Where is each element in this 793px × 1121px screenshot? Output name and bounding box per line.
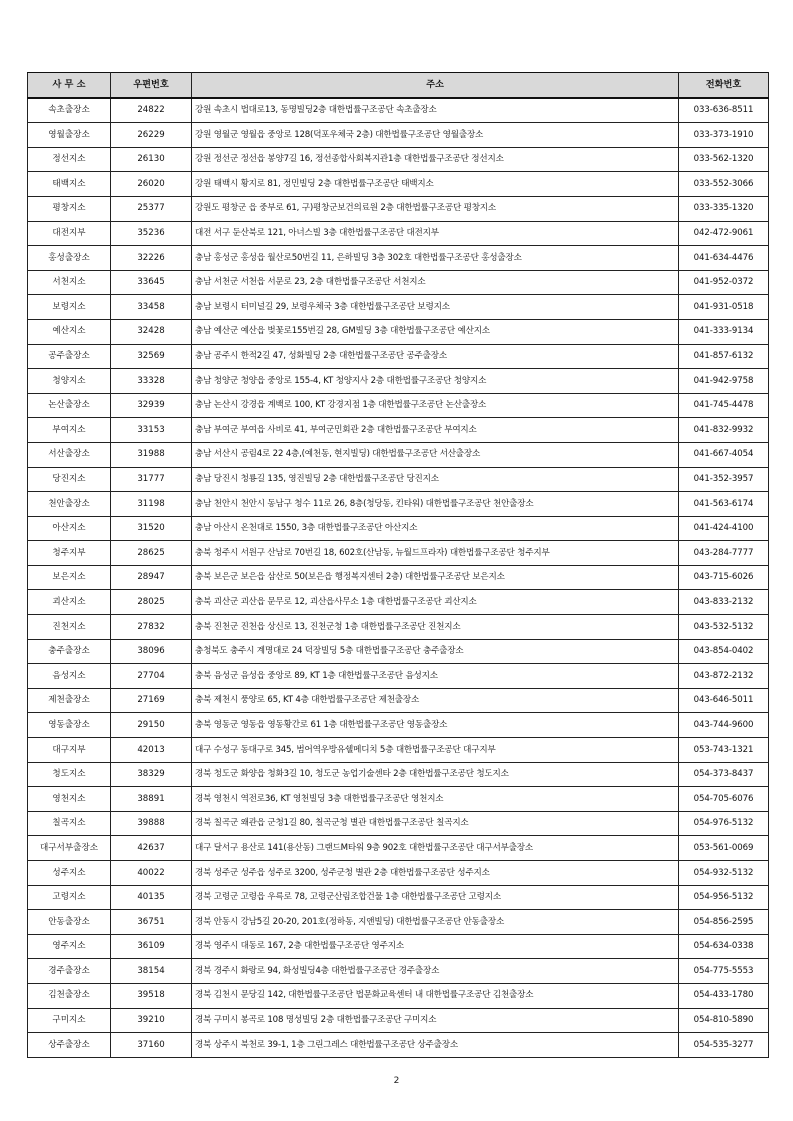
addr-cell: 대구 달서구 용산로 141(용산동) 그랜드M타워 9층 902호 대한법률구조공단 대구서부출장소 xyxy=(192,836,679,861)
zip-code-cell: 32569 xyxy=(111,344,192,369)
addr-cell: 경북 구미시 봉곡로 108 명성빌딩 2층 대한법률구조공단 구미지소 xyxy=(192,1008,679,1033)
table-row xyxy=(28,861,769,886)
phone-number-cell: 033-335-1320 xyxy=(679,196,769,221)
addr-cell: 충북 진천군 진천읍 상신로 13, 진천군청 1층 대한법률구조공단 진천지소 xyxy=(192,615,679,640)
addr-cell: 충남 예산군 예산읍 벚꽃로155번길 28, GM빌딩 3층 대한법률구조공단 예산지소 xyxy=(192,319,679,344)
zip-code-cell: 28625 xyxy=(111,541,192,566)
phone-number-cell: 043-646-5011 xyxy=(679,688,769,713)
zip-code-cell: 33328 xyxy=(111,369,192,394)
zip-code-cell: 31988 xyxy=(111,442,192,467)
phone-number-cell: 043-532-5132 xyxy=(679,615,769,640)
addr-cell: 충남 당진시 청룡길 135, 영진빌딩 2층 대한법률구조공단 당진지소 xyxy=(192,467,679,492)
phone-number-cell: 041-832-9932 xyxy=(679,418,769,443)
addr-cell: 경북 안동시 강남5길 20-20, 201호(정하동, 지앤빌딩) 대한법률구조공단 안동출장소 xyxy=(192,910,679,935)
table-row xyxy=(28,934,769,959)
zip-code-cell: 32428 xyxy=(111,319,192,344)
office-name-cell: 영주지소 xyxy=(28,934,111,959)
phone-number-cell: 041-563-6174 xyxy=(679,492,769,517)
phone-number-cell: 041-857-6132 xyxy=(679,344,769,369)
addr-cell: 충북 영동군 영동읍 영동황간로 61 1층 대한법률구조공단 영동출장소 xyxy=(192,713,679,738)
phone-number-cell: 054-932-5132 xyxy=(679,861,769,886)
addr-cell: 강원 속초시 법대로13, 동명빌딩2층 대한법률구조공단 속초출장소 xyxy=(192,98,679,123)
phone-number-cell: 041-667-4054 xyxy=(679,442,769,467)
zip-code-cell: 31198 xyxy=(111,492,192,517)
phone-number-cell: 054-373-8437 xyxy=(679,762,769,787)
zip-code-cell: 35236 xyxy=(111,221,192,246)
phone-number-cell: 043-715-6026 xyxy=(679,565,769,590)
office-name-cell: 천안출장소 xyxy=(28,492,111,517)
zip-code-cell: 26130 xyxy=(111,147,192,172)
addr-cell: 경북 상주시 북천로 39-1, 1층 그린그레스 대한법률구조공단 상주출장소 xyxy=(192,1033,679,1058)
table-row xyxy=(28,762,769,787)
office-name-cell: 정선지소 xyxy=(28,147,111,172)
office-name-cell: 대구지부 xyxy=(28,738,111,763)
phone-number-cell: 054-976-5132 xyxy=(679,811,769,836)
table-row xyxy=(28,98,769,123)
addr-cell: 충남 공주시 한적2길 47, 성화빌딩 2층 대한법률구조공단 공주출장소 xyxy=(192,344,679,369)
zip-code-cell: 31520 xyxy=(111,516,192,541)
office-name-cell: 서천지소 xyxy=(28,270,111,295)
phone-number-cell: 054-810-5890 xyxy=(679,1008,769,1033)
office-name-cell: 보령지소 xyxy=(28,295,111,320)
addr-cell: 충남 논산시 강경읍 계백로 100, KT 강경지점 1층 대한법률구조공단 논산출장소 xyxy=(192,393,679,418)
addr-cell: 경북 경주시 화랑로 94, 화성빌딩4층 대한법률구조공단 경주출장소 xyxy=(192,959,679,984)
addr-cell: 대전 서구 둔산북로 121, 아너스빌 3층 대한법률구조공단 대전지부 xyxy=(192,221,679,246)
addr-cell: 충북 음성군 음성읍 중앙로 89, KT 1층 대한법률구조공단 음성지소 xyxy=(192,664,679,689)
phone-number-cell: 041-942-9758 xyxy=(679,369,769,394)
phone-number-cell: 054-705-6076 xyxy=(679,787,769,812)
office-name-cell: 청주지부 xyxy=(28,541,111,566)
addr-cell: 경북 성주군 성주읍 성주로 3200, 성주군청 별관 2층 대한법률구조공단 성주지소 xyxy=(192,861,679,886)
phone-number-cell: 043-854-0402 xyxy=(679,639,769,664)
phone-number-cell: 053-561-0069 xyxy=(679,836,769,861)
zip-code-cell: 27169 xyxy=(111,688,192,713)
phone-number-cell: 043-744-9600 xyxy=(679,713,769,738)
addr-cell: 대구 수성구 동대구로 345, 범어역우방유쉘메디치 5층 대한법률구조공단 대구지부 xyxy=(192,738,679,763)
zip-code-cell: 38096 xyxy=(111,639,192,664)
table-row xyxy=(28,688,769,713)
office-name-cell: 홍성출장소 xyxy=(28,246,111,271)
table-row xyxy=(28,196,769,221)
phone-number-cell: 043-833-2132 xyxy=(679,590,769,615)
zip-code-cell: 24822 xyxy=(111,98,192,123)
office-name-cell: 평창지소 xyxy=(28,196,111,221)
addr-cell: 강원 영월군 영월읍 중앙로 128(덕포우체국 2층) 대한법률구조공단 영월출장소 xyxy=(192,123,679,148)
table-row xyxy=(28,983,769,1008)
zip-code-cell: 28947 xyxy=(111,565,192,590)
addr-cell: 충북 청주시 서원구 산남로 70번길 18, 602호(산남동, 뉴월드프라자) 대한법률구조공단 청주지부 xyxy=(192,541,679,566)
table-row xyxy=(28,910,769,935)
phone-number-cell: 033-562-1320 xyxy=(679,147,769,172)
addr-cell: 충청북도 충주시 계명대로 24 덕장빌딩 5층 대한법률구조공단 충주출장소 xyxy=(192,639,679,664)
zip-code-cell: 38154 xyxy=(111,959,192,984)
phone-number-cell: 043-284-7777 xyxy=(679,541,769,566)
table-row xyxy=(28,1033,769,1058)
office-name-cell: 구미지소 xyxy=(28,1008,111,1033)
zip-code-cell: 39888 xyxy=(111,811,192,836)
table-row xyxy=(28,738,769,763)
table-row xyxy=(28,590,769,615)
addr-cell: 충남 서산시 공림4로 22 4층,(예천동, 현지빌딩) 대한법률구조공단 서산출장소 xyxy=(192,442,679,467)
zip-code-cell: 39210 xyxy=(111,1008,192,1033)
zip-code-cell: 42013 xyxy=(111,738,192,763)
table-row xyxy=(28,516,769,541)
table-row xyxy=(28,442,769,467)
office-name-cell: 영천지소 xyxy=(28,787,111,812)
table-row xyxy=(28,369,769,394)
table-row xyxy=(28,172,769,197)
table-row xyxy=(28,713,769,738)
zip-code-cell: 32939 xyxy=(111,393,192,418)
table-row xyxy=(28,344,769,369)
office-name-cell: 성주지소 xyxy=(28,861,111,886)
zip-code-cell: 32226 xyxy=(111,246,192,271)
zip-code-cell: 36109 xyxy=(111,934,192,959)
addr-cell: 충남 부여군 부여읍 사비로 41, 부여군민회관 2층 대한법률구조공단 부여지소 xyxy=(192,418,679,443)
table-row xyxy=(28,885,769,910)
zip-code-cell: 26229 xyxy=(111,123,192,148)
phone-number-cell: 054-433-1780 xyxy=(679,983,769,1008)
zip-code-cell: 42637 xyxy=(111,836,192,861)
office-name-cell: 괴산지소 xyxy=(28,590,111,615)
addr-cell: 경북 칠곡군 왜관읍 군청1길 80, 칠곡군청 별관 대한법률구조공단 칠곡지소 xyxy=(192,811,679,836)
office-name-cell: 서산출장소 xyxy=(28,442,111,467)
table-row xyxy=(28,811,769,836)
table-row xyxy=(28,787,769,812)
office-name-cell: 아산지소 xyxy=(28,516,111,541)
header-office: 사 무 소 xyxy=(28,73,111,98)
office-name-cell: 경주출장소 xyxy=(28,959,111,984)
addr-cell: 충남 천안시 천안시 동남구 청수 11로 26, 8층(청당동, 킨타워) 대한법률구조공단 천안출장소 xyxy=(192,492,679,517)
zip-code-cell: 38891 xyxy=(111,787,192,812)
office-name-cell: 안동출장소 xyxy=(28,910,111,935)
phone-number-cell: 054-856-2595 xyxy=(679,910,769,935)
phone-number-cell: 041-424-4100 xyxy=(679,516,769,541)
zip-code-cell: 33458 xyxy=(111,295,192,320)
header-phone: 전화번호 xyxy=(679,73,769,98)
table-row xyxy=(28,221,769,246)
table-row xyxy=(28,123,769,148)
table-row xyxy=(28,1008,769,1033)
zip-code-cell: 28025 xyxy=(111,590,192,615)
office-name-cell: 태백지소 xyxy=(28,172,111,197)
office-name-cell: 논산출장소 xyxy=(28,393,111,418)
zip-code-cell: 39518 xyxy=(111,983,192,1008)
phone-number-cell: 041-745-4478 xyxy=(679,393,769,418)
zip-code-cell: 25377 xyxy=(111,196,192,221)
office-name-cell: 고령지소 xyxy=(28,885,111,910)
table-row xyxy=(28,246,769,271)
office-name-cell: 영동출장소 xyxy=(28,713,111,738)
zip-code-cell: 27704 xyxy=(111,664,192,689)
table-row xyxy=(28,541,769,566)
addr-cell: 강원도 평창군 읍 중부로 61, 구)평창군보건의료원 2층 대한법률구조공단 평창지소 xyxy=(192,196,679,221)
phone-number-cell: 033-636-8511 xyxy=(679,98,769,123)
zip-code-cell: 26020 xyxy=(111,172,192,197)
table-row xyxy=(28,639,769,664)
table-row xyxy=(28,295,769,320)
addr-cell: 충남 홍성군 홍성읍 월산로50번길 11, 은하빌딩 3층 302호 대한법률구조공단 홍성출장소 xyxy=(192,246,679,271)
phone-number-cell: 041-634-4476 xyxy=(679,246,769,271)
office-directory-table xyxy=(27,72,769,1058)
zip-code-cell: 36751 xyxy=(111,910,192,935)
phone-number-cell: 054-535-3277 xyxy=(679,1033,769,1058)
office-name-cell: 청양지소 xyxy=(28,369,111,394)
phone-number-cell: 043-872-2132 xyxy=(679,664,769,689)
table-row xyxy=(28,270,769,295)
table-body xyxy=(28,98,769,1058)
table-row xyxy=(28,565,769,590)
zip-code-cell: 38329 xyxy=(111,762,192,787)
addr-cell: 경북 영주시 대동로 167, 2층 대한법률구조공단 영주지소 xyxy=(192,934,679,959)
table-row xyxy=(28,492,769,517)
header-zip: 우편번호 xyxy=(111,73,192,98)
office-name-cell: 칠곡지소 xyxy=(28,811,111,836)
table-row xyxy=(28,147,769,172)
table-row xyxy=(28,467,769,492)
addr-cell: 충북 괴산군 괴산읍 문무로 12, 괴산읍사무소 1층 대한법률구조공단 괴산지소 xyxy=(192,590,679,615)
office-name-cell: 대구서부출장소 xyxy=(28,836,111,861)
phone-number-cell: 053-743-1321 xyxy=(679,738,769,763)
table-row xyxy=(28,664,769,689)
office-name-cell: 음성지소 xyxy=(28,664,111,689)
phone-number-cell: 041-333-9134 xyxy=(679,319,769,344)
phone-number-cell: 054-634-0338 xyxy=(679,934,769,959)
zip-code-cell: 29150 xyxy=(111,713,192,738)
office-name-cell: 제천출장소 xyxy=(28,688,111,713)
office-name-cell: 충주출장소 xyxy=(28,639,111,664)
office-name-cell: 영월출장소 xyxy=(28,123,111,148)
office-name-cell: 상주출장소 xyxy=(28,1033,111,1058)
office-name-cell: 부여지소 xyxy=(28,418,111,443)
phone-number-cell: 041-952-0372 xyxy=(679,270,769,295)
zip-code-cell: 31777 xyxy=(111,467,192,492)
addr-cell: 강원 정선군 정선읍 봉양7길 16, 정선종합사회복지관1층 대한법률구조공단 정선지소 xyxy=(192,147,679,172)
phone-number-cell: 054-956-5132 xyxy=(679,885,769,910)
addr-cell: 충남 서천군 서천읍 서문로 23, 2층 대한법률구조공단 서천지소 xyxy=(192,270,679,295)
phone-number-cell: 054-775-5553 xyxy=(679,959,769,984)
office-name-cell: 속초출장소 xyxy=(28,98,111,123)
office-name-cell: 당진지소 xyxy=(28,467,111,492)
zip-code-cell: 33153 xyxy=(111,418,192,443)
addr-cell: 강원 태백시 황지로 81, 정민빌딩 2층 대한법률구조공단 태백지소 xyxy=(192,172,679,197)
phone-number-cell: 033-373-1910 xyxy=(679,123,769,148)
header-address: 주소 xyxy=(192,73,679,98)
zip-code-cell: 33645 xyxy=(111,270,192,295)
table-row xyxy=(28,319,769,344)
office-name-cell: 청도지소 xyxy=(28,762,111,787)
zip-code-cell: 40022 xyxy=(111,861,192,886)
table-row xyxy=(28,393,769,418)
table-row xyxy=(28,615,769,640)
phone-number-cell: 033-552-3066 xyxy=(679,172,769,197)
zip-code-cell: 40135 xyxy=(111,885,192,910)
table-row xyxy=(28,836,769,861)
office-name-cell: 대전지부 xyxy=(28,221,111,246)
page-number: 2 xyxy=(393,1076,400,1086)
table-header-row xyxy=(28,73,769,98)
office-name-cell: 보은지소 xyxy=(28,565,111,590)
addr-cell: 충남 아산시 온천대로 1550, 3층 대한법률구조공단 아산지소 xyxy=(192,516,679,541)
phone-number-cell: 041-931-0518 xyxy=(679,295,769,320)
office-name-cell: 공주출장소 xyxy=(28,344,111,369)
addr-cell: 경북 김천시 문당길 142, 대한법률구조공단 법문화교육센터 내 대한법률구조공단 김천출장소 xyxy=(192,983,679,1008)
addr-cell: 경북 영천시 역전로36, KT 영천빌딩 3층 대한법률구조공단 영천지소 xyxy=(192,787,679,812)
zip-code-cell: 37160 xyxy=(111,1033,192,1058)
addr-cell: 경북 청도군 화양읍 청화3길 10, 청도군 농업기술센타 2층 대한법률구조공단 청도지소 xyxy=(192,762,679,787)
table-row xyxy=(28,959,769,984)
office-name-cell: 김천출장소 xyxy=(28,983,111,1008)
addr-cell: 충남 보령시 터미널길 29, 보령우체국 3층 대한법률구조공단 보령지소 xyxy=(192,295,679,320)
phone-number-cell: 042-472-9061 xyxy=(679,221,769,246)
addr-cell: 충남 청양군 청양읍 중앙로 155-4, KT 청양지사 2층 대한법률구조공단 청양지소 xyxy=(192,369,679,394)
addr-cell: 충북 제천시 풍양로 65, KT 4층 대한법률구조공단 제천출장소 xyxy=(192,688,679,713)
phone-number-cell: 041-352-3957 xyxy=(679,467,769,492)
table-row xyxy=(28,418,769,443)
addr-cell: 경북 고령군 고령읍 우륵로 78, 고령군산림조합건물 1층 대한법률구조공단 고령지소 xyxy=(192,885,679,910)
office-name-cell: 예산지소 xyxy=(28,319,111,344)
office-name-cell: 진천지소 xyxy=(28,615,111,640)
addr-cell: 충북 보은군 보은읍 삼산로 50(보은읍 행정복지센터 2층) 대한법률구조공단 보은지소 xyxy=(192,565,679,590)
zip-code-cell: 27832 xyxy=(111,615,192,640)
